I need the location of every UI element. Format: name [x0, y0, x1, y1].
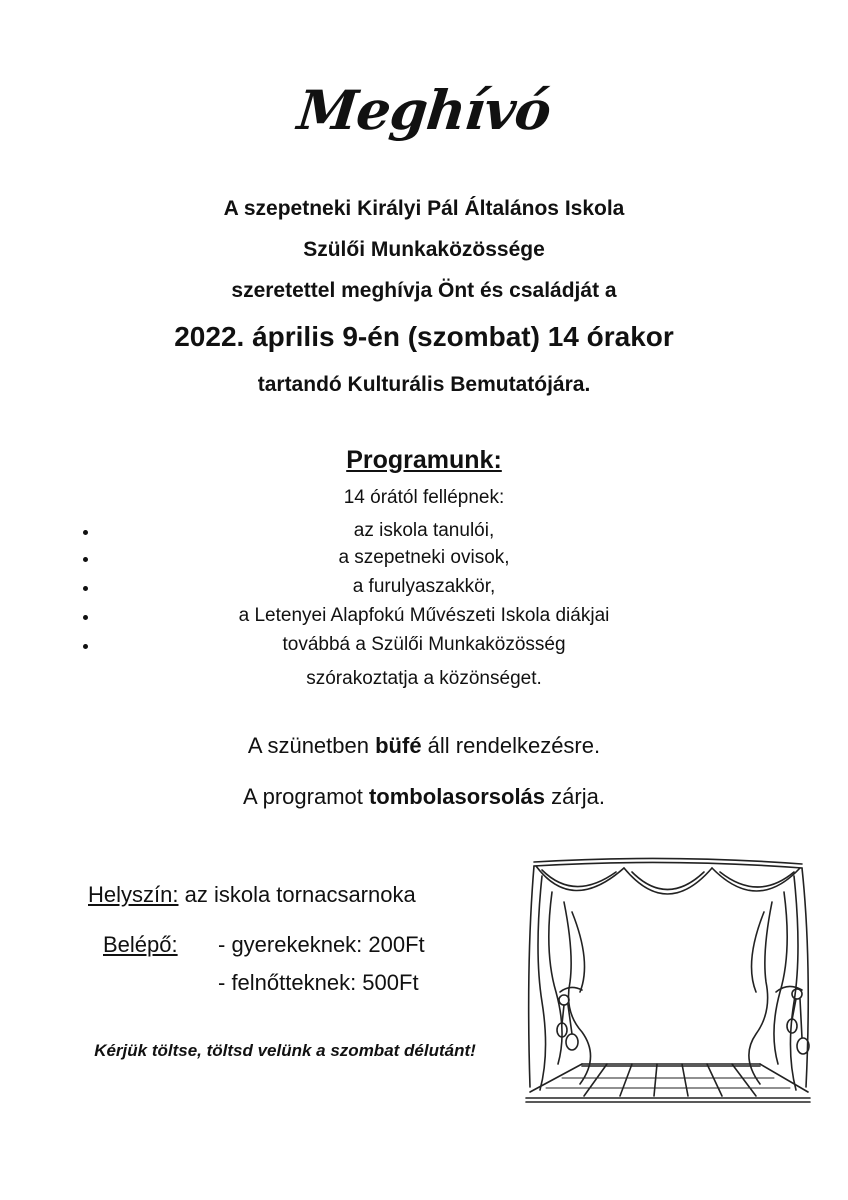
list-item: [0, 547, 848, 573]
list-item: [0, 520, 848, 546]
theater-stage-icon: [512, 852, 822, 1122]
invitation-text: szeretettel meghívja Önt és családját a: [231, 279, 617, 302]
closing-message: Kérjük töltse, töltsd velünk a szombat délutánt!: [94, 1041, 476, 1060]
venue-value: az iskola tornacsarnoka: [178, 882, 416, 907]
raffle-text-end: zárja.: [545, 784, 605, 809]
program-subheading: 14 órától fellépnek:: [343, 487, 505, 508]
raffle-info: [0, 784, 848, 810]
list-item: [0, 576, 848, 602]
list-item-text: a szepetneki ovisok,: [338, 547, 510, 568]
venue-label: Helyszín:: [88, 882, 179, 907]
venue-info: [88, 882, 416, 908]
raffle-highlight: tombolasorsolás: [368, 784, 546, 809]
buffet-info: [0, 733, 848, 759]
buffet-text-end: áll rendelkezésre.: [421, 733, 601, 758]
list-item-text: továbbá a Szülői Munkaközösség: [282, 634, 566, 655]
raffle-text: A programot: [243, 784, 369, 809]
list-item-text: a Letenyei Alapfokú Művészeti Iskola diákjai: [238, 605, 610, 626]
school-name: A szepetneki Királyi Pál Általános Iskola: [223, 197, 625, 220]
buffet-text: A szünetben: [247, 733, 376, 758]
program-heading: Programunk:: [346, 446, 502, 474]
invitation-title: Meghívó: [294, 78, 554, 142]
entry-children-price: - gyerekeknek: 200Ft: [218, 932, 425, 957]
entry-label: Belépő:: [103, 932, 178, 957]
list-item-text: az iskola tanulói,: [353, 520, 495, 541]
program-continuation: szórakoztatja a közönséget.: [306, 668, 542, 689]
list-item: [0, 605, 848, 631]
entry-adults-price: - felnőtteknek: 500Ft: [218, 970, 419, 995]
list-item: [0, 634, 848, 660]
list-item-text: a furulyaszakkör,: [352, 576, 496, 597]
organization-name: Szülői Munkaközössége: [303, 238, 545, 261]
event-name: tartandó Kulturális Bemutatójára.: [257, 373, 591, 396]
event-date: 2022. április 9-én (szombat) 14 órakor: [174, 321, 674, 352]
buffet-highlight: büfé: [375, 733, 422, 758]
